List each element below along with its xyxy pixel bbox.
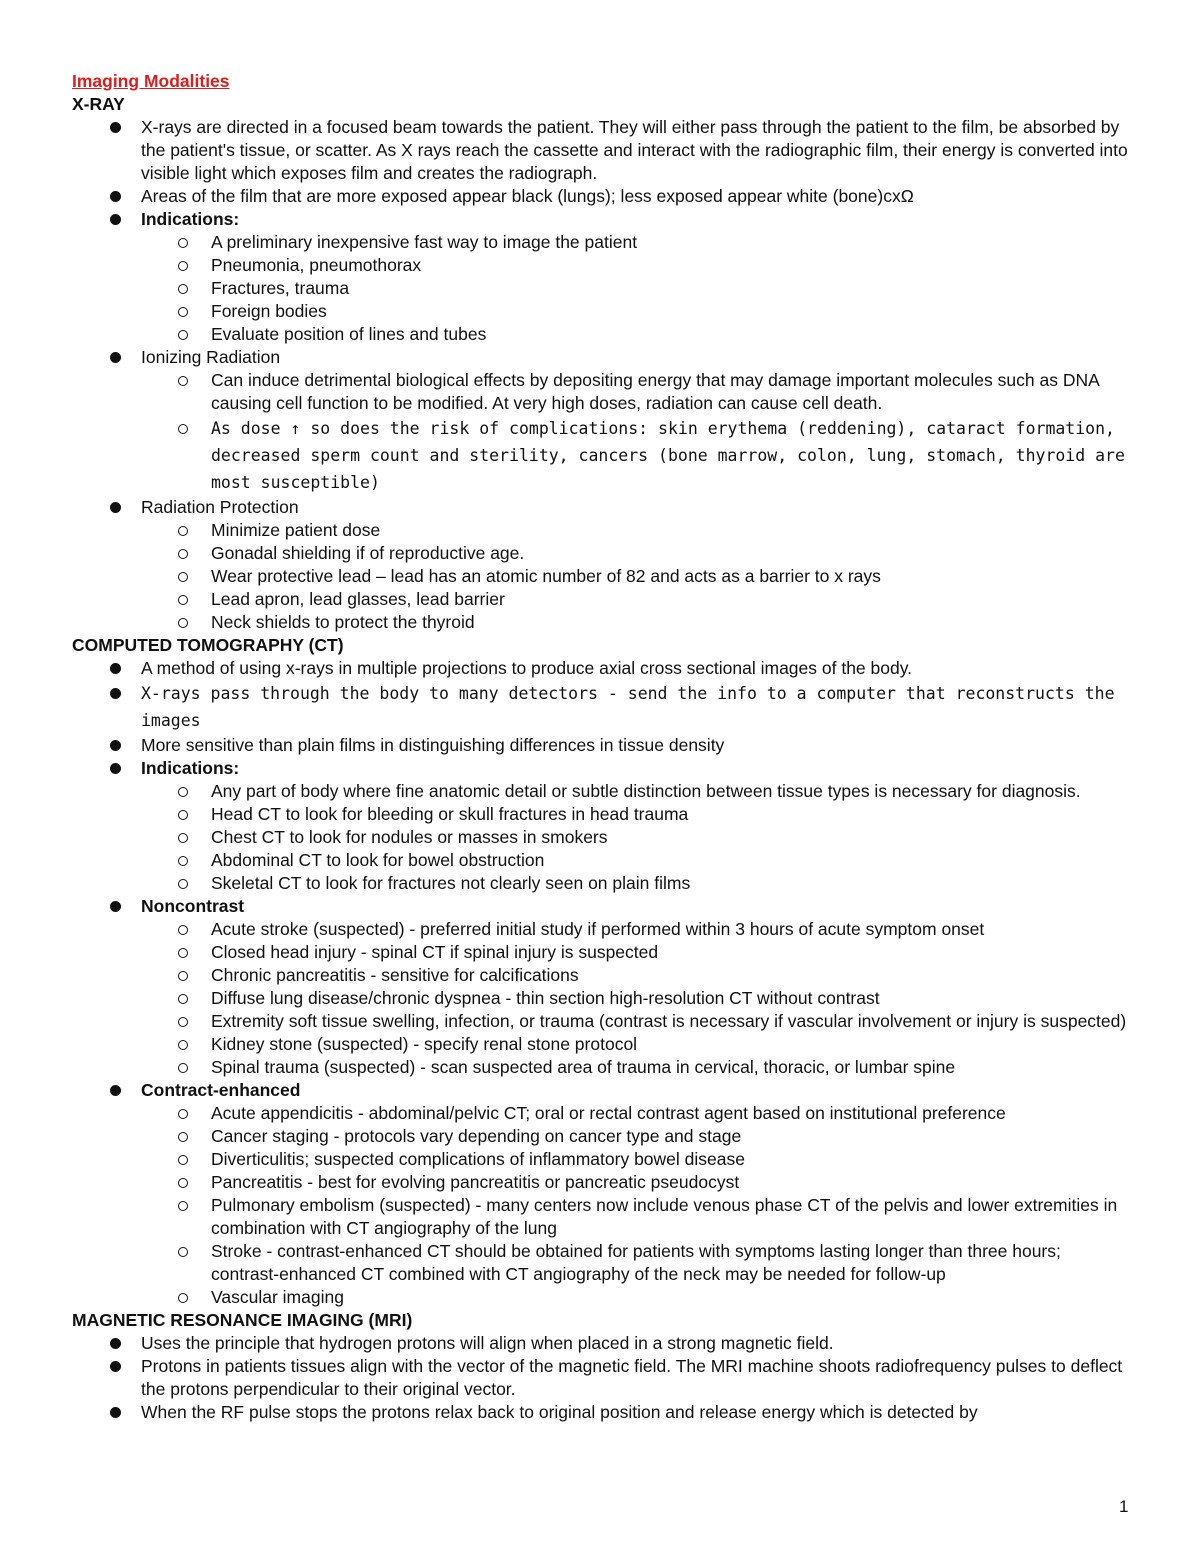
list-item: Protons in patients tissues align with the vector of the magnetic field. The MRI machine shoots radiofrequency pulses to deflect the protons perpendicular to their original vector. — [72, 1355, 1132, 1401]
bullet-icon — [110, 740, 121, 751]
sub-list-item: Can induce detrimental biological effects by depositing energy that may damage important molecules such as DNA causing cell function to be modified. At very high doses, radiation can cause cell death. — [72, 369, 1132, 415]
bullet-icon — [110, 352, 121, 363]
sub-list-item: Acute stroke (suspected) - preferred initial study if performed within 3 hours of acute symptom onset — [72, 918, 1132, 941]
bullet-icon — [110, 1338, 121, 1349]
sub-bullet-icon — [178, 856, 188, 866]
bullet-icon — [110, 763, 121, 774]
sub-bullet-icon — [178, 1017, 188, 1027]
sub-bullet-icon — [178, 971, 188, 981]
sub-bullet-icon — [178, 330, 188, 340]
list-item: Indications: — [72, 757, 1132, 780]
list-item: X-rays pass through the body to many detectors - send the info to a computer that reconstructs the images — [72, 680, 1132, 734]
sub-list-item: Chronic pancreatitis - sensitive for calcifications — [72, 964, 1132, 987]
bullet-icon — [110, 122, 121, 133]
bullet-icon — [110, 663, 121, 674]
sub-list-item: Stroke - contrast-enhanced CT should be obtained for patients with symptoms lasting longer than three hours; contrast-enhanced CT combined with CT angiography of the neck may be needed for follow-up — [72, 1240, 1132, 1286]
bullet-icon — [110, 502, 121, 513]
sub-bullet-icon — [178, 1063, 188, 1073]
sub-list-item: Pulmonary embolism (suspected) - many centers now include venous phase CT of the pelvis and lower extremities in combination with CT angiography of the lung — [72, 1194, 1132, 1240]
sub-bullet-icon — [178, 572, 188, 582]
sub-bullet-icon — [178, 1040, 188, 1050]
sub-bullet-icon — [178, 1201, 188, 1211]
sub-bullet-icon — [178, 833, 188, 843]
list-item: X-rays are directed in a focused beam towards the patient. They will either pass through the patient to the film, be absorbed by the patient's tissue, or scatter. As X rays reach the cassette and interact with the radiographic film, their energy is converted into visible light which exposes film and creates the radiograph. — [72, 116, 1132, 185]
sub-bullet-icon — [178, 810, 188, 820]
sub-list-item: Any part of body where fine anatomic detail or subtle distinction between tissue types is necessary for diagnosis. — [72, 780, 1132, 803]
list-item: Indications: — [72, 208, 1132, 231]
bullet-icon — [110, 1361, 121, 1372]
list-item: Uses the principle that hydrogen protons will align when placed in a strong magnetic field. — [72, 1332, 1132, 1355]
sub-list-item: Gonadal shielding if of reproductive age. — [72, 542, 1132, 565]
sub-bullet-icon — [178, 1132, 188, 1142]
sub-list-item: Pneumonia, pneumothorax — [72, 254, 1132, 277]
bullet-icon — [110, 1407, 121, 1418]
bullet-icon — [110, 901, 121, 912]
list-item: Contract-enhanced — [72, 1079, 1132, 1102]
sub-bullet-icon — [178, 261, 188, 271]
sub-list-item: Minimize patient dose — [72, 519, 1132, 542]
list-item: A method of using x-rays in multiple projections to produce axial cross sectional images of the body. — [72, 657, 1132, 680]
sub-list-item: Foreign bodies — [72, 300, 1132, 323]
sub-bullet-icon — [178, 238, 188, 248]
sub-bullet-icon — [178, 549, 188, 559]
sub-list-item: Abdominal CT to look for bowel obstruction — [72, 849, 1132, 872]
sub-list-item: Lead apron, lead glasses, lead barrier — [72, 588, 1132, 611]
sub-list-item: Spinal trauma (suspected) - scan suspected area of trauma in cervical, thoracic, or lumbar spine — [72, 1056, 1132, 1079]
sub-bullet-icon — [178, 307, 188, 317]
sub-list-item: Diverticulitis; suspected complications of inflammatory bowel disease — [72, 1148, 1132, 1171]
sub-list-item: Extremity soft tissue swelling, infection, or trauma (contrast is necessary if vascular involvement or injury is suspected) — [72, 1010, 1132, 1033]
list-item: Radiation Protection — [72, 496, 1132, 519]
sub-list-item: Kidney stone (suspected) - specify renal stone protocol — [72, 1033, 1132, 1056]
sub-bullet-icon — [178, 925, 188, 935]
sub-bullet-icon — [178, 526, 188, 536]
sub-list-item: Cancer staging - protocols vary depending on cancer type and stage — [72, 1125, 1132, 1148]
sub-bullet-icon — [178, 284, 188, 294]
sub-list-item: Pancreatitis - best for evolving pancreatitis or pancreatic pseudocyst — [72, 1171, 1132, 1194]
section-heading-ct: COMPUTED TOMOGRAPHY (CT) — [72, 635, 344, 655]
list-item: When the RF pulse stops the protons relax back to original position and release energy which is detected by — [72, 1401, 1132, 1424]
page-number: 1 — [1119, 1497, 1129, 1516]
sub-list-item: Neck shields to protect the thyroid — [72, 611, 1132, 634]
bullet-icon — [110, 214, 121, 225]
sub-bullet-icon — [178, 595, 188, 605]
sub-bullet-icon — [178, 424, 188, 434]
sub-bullet-icon — [178, 879, 188, 889]
sub-bullet-icon — [178, 1247, 188, 1257]
sub-list-item: Vascular imaging — [72, 1286, 1132, 1309]
document-title: Imaging Modalities — [72, 71, 230, 91]
sub-list-item: Chest CT to look for nodules or masses in smokers — [72, 826, 1132, 849]
sub-bullet-icon — [178, 948, 188, 958]
document-page — [72, 70, 1132, 1424]
sub-bullet-icon — [178, 1155, 188, 1165]
sub-bullet-icon — [178, 1109, 188, 1119]
sub-bullet-icon — [178, 787, 188, 797]
sub-list-item: Skeletal CT to look for fractures not clearly seen on plain films — [72, 872, 1132, 895]
sub-list-item: Head CT to look for bleeding or skull fractures in head trauma — [72, 803, 1132, 826]
sub-bullet-icon — [178, 376, 188, 386]
sub-bullet-icon — [178, 994, 188, 1004]
sub-list-item: Evaluate position of lines and tubes — [72, 323, 1132, 346]
sub-list-item: Fractures, trauma — [72, 277, 1132, 300]
sub-bullet-icon — [178, 618, 188, 628]
list-item: Ionizing Radiation — [72, 346, 1132, 369]
section-heading-xray: X-RAY — [72, 94, 125, 114]
bullet-icon — [110, 688, 121, 699]
sub-list-item: Diffuse lung disease/chronic dyspnea - thin section high-resolution CT without contrast — [72, 987, 1132, 1010]
sub-list-item: As dose ↑ so does the risk of complications: skin erythema (reddening), cataract formation, decreased sperm count and sterility, cancers (bone marrow, colon, lung, stomach, thyroid are most susceptible) — [72, 415, 1132, 496]
sub-list-item: A preliminary inexpensive fast way to image the patient — [72, 231, 1132, 254]
sub-list-item: Acute appendicitis - abdominal/pelvic CT; oral or rectal contrast agent based on institutional preference — [72, 1102, 1132, 1125]
sub-bullet-icon — [178, 1178, 188, 1188]
list-item: Noncontrast — [72, 895, 1132, 918]
list-item: More sensitive than plain films in distinguishing differences in tissue density — [72, 734, 1132, 757]
sub-list-item: Closed head injury - spinal CT if spinal injury is suspected — [72, 941, 1132, 964]
sub-list-item: Wear protective lead – lead has an atomic number of 82 and acts as a barrier to x rays — [72, 565, 1132, 588]
bullet-icon — [110, 1085, 121, 1096]
sub-bullet-icon — [178, 1293, 188, 1303]
list-item: Areas of the film that are more exposed appear black (lungs); less exposed appear white (bone)cxΩ — [72, 185, 1132, 208]
bullet-icon — [110, 191, 121, 202]
section-heading-mri: MAGNETIC RESONANCE IMAGING (MRI) — [72, 1310, 413, 1330]
